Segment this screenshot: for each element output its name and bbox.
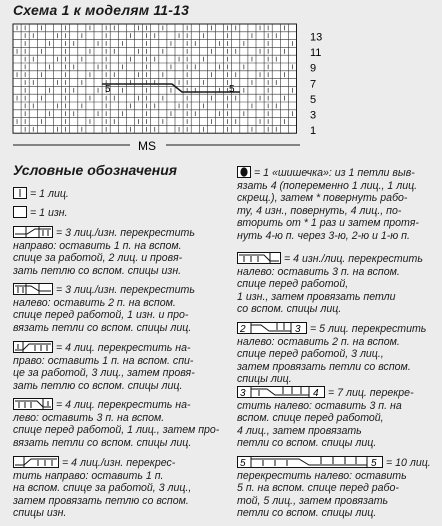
legend-purl: = 1 изн. <box>13 206 68 220</box>
row-numbers <box>310 32 322 138</box>
inner-right-label: 5 <box>229 84 235 95</box>
legend-heading: Условные обозначения <box>13 162 178 178</box>
cross-4-right-icon <box>13 341 53 353</box>
cross-3-left-icon <box>13 283 53 295</box>
cross-5-right-number: 3 <box>295 324 301 334</box>
inner-left-label: 5 <box>105 84 111 95</box>
cross-10-left-number: 5 <box>240 458 246 468</box>
bobble-symbol-icon <box>237 166 251 178</box>
cross-7-right-number: 4 <box>313 388 319 398</box>
cross-10-left-icon <box>237 456 383 468</box>
knitting-chart <box>0 0 442 162</box>
legend-knit: = 1 лиц. <box>13 187 69 201</box>
legend-bobble: = 1 «шишечка»: из 1 петли выв- язать 4 (попеременно 1 лиц., 1 лиц. скрещ.), затем * повернуть рабо- ту, 4 изн., повернуть, 4 лиц., по- вторить от * 1 раз и затем протя- нуть 4-ю п. через 3-ю, 2-ю и 1-ю п. <box>237 167 419 242</box>
cross-4-left-icon <box>13 398 53 410</box>
cross-3-right-icon <box>13 226 53 238</box>
legend-cross-7-left: 3 4 = 7 лиц. перекре- стить налево: оставить 3 п. на вспом. спице перед работой, 4 лиц., затем провязать петли со вспом. спицы лиц. <box>237 387 414 450</box>
cross-7-left-number: 3 <box>240 388 246 398</box>
row-number: 3 <box>310 109 317 122</box>
row-number: 13 <box>310 31 323 44</box>
cross-7-left-icon <box>237 386 325 398</box>
cross-5-left-icon <box>237 322 307 334</box>
row-number: 9 <box>310 62 317 75</box>
legend-cross-3-left: = 3 лиц./изн. перекрестить налево: оставить 2 п. на вспом. спице перед работой, 1 изн. и про- вязать петли со вспом. спицы лиц. <box>13 284 195 334</box>
legend-cross-4-left-purl: = 4 изн./лиц. перекрестить налево: оставить 3 п. на вспом. спице перед работой, 1 изн., затем провязать петли со вспом. спицы лиц. <box>237 253 423 316</box>
row-number: 1 <box>310 125 317 138</box>
purl-symbol-icon <box>13 206 27 218</box>
cross-4-left-purl-icon <box>237 252 281 264</box>
legend-cross-4-left: = 4 лиц. перекрестить на- лево: оставить 3 п. на вспом. спице перед работой, 1 лиц., затем про- вязать петли со вспом. спицы лиц. <box>13 399 220 449</box>
cross-5-left-number: 2 <box>240 324 246 334</box>
legend-cross-4-right-purl: = 4 лиц./изн. перекрес- тить направо: оставить 1 п. на вспом. спице за работой, 3 лиц., затем провязать петлю со вспом. спицы изн. <box>13 457 192 520</box>
row-number: 7 <box>310 78 317 91</box>
row-number: 5 <box>310 93 317 106</box>
legend-cross-10-left: 5 5 = 10 лиц. перекрестить налево: оставить 5 п. на вспом. спице перед рабо- той, 5 лиц., затем провязать петли со вспом. спицы лиц. <box>237 457 431 520</box>
legend-cross-5-left: 2 3 = 5 лиц. перекрестить налево: оставить 2 п. на вспом. спице перед работой, 3 лиц., затем провязать петли со вспом. спицы лиц. <box>237 323 427 386</box>
cross-10-right-number: 5 <box>371 458 377 468</box>
chart-grid <box>13 24 297 133</box>
row-number: 11 <box>310 47 322 60</box>
legend-cross-3-right: = 3 лиц./изн. перекрестить направо: оставить 1 п. на вспом. спице за работой, 2 лиц. и провя- зать петлю со вспом. спицы изн. <box>13 227 195 277</box>
knit-symbol-icon <box>13 187 27 199</box>
ms-label: MS <box>138 139 156 153</box>
cross-4-right-purl-icon <box>13 456 59 468</box>
chart-title: Схема 1 к моделям 11-13 <box>13 2 190 18</box>
legend-cross-4-right: = 4 лиц. перекрестить на- право: оставить 1 п. на вспом. спи- це за работой, 3 лиц., затем провя- зать петлю со вспом. спицы лиц. <box>13 342 195 392</box>
